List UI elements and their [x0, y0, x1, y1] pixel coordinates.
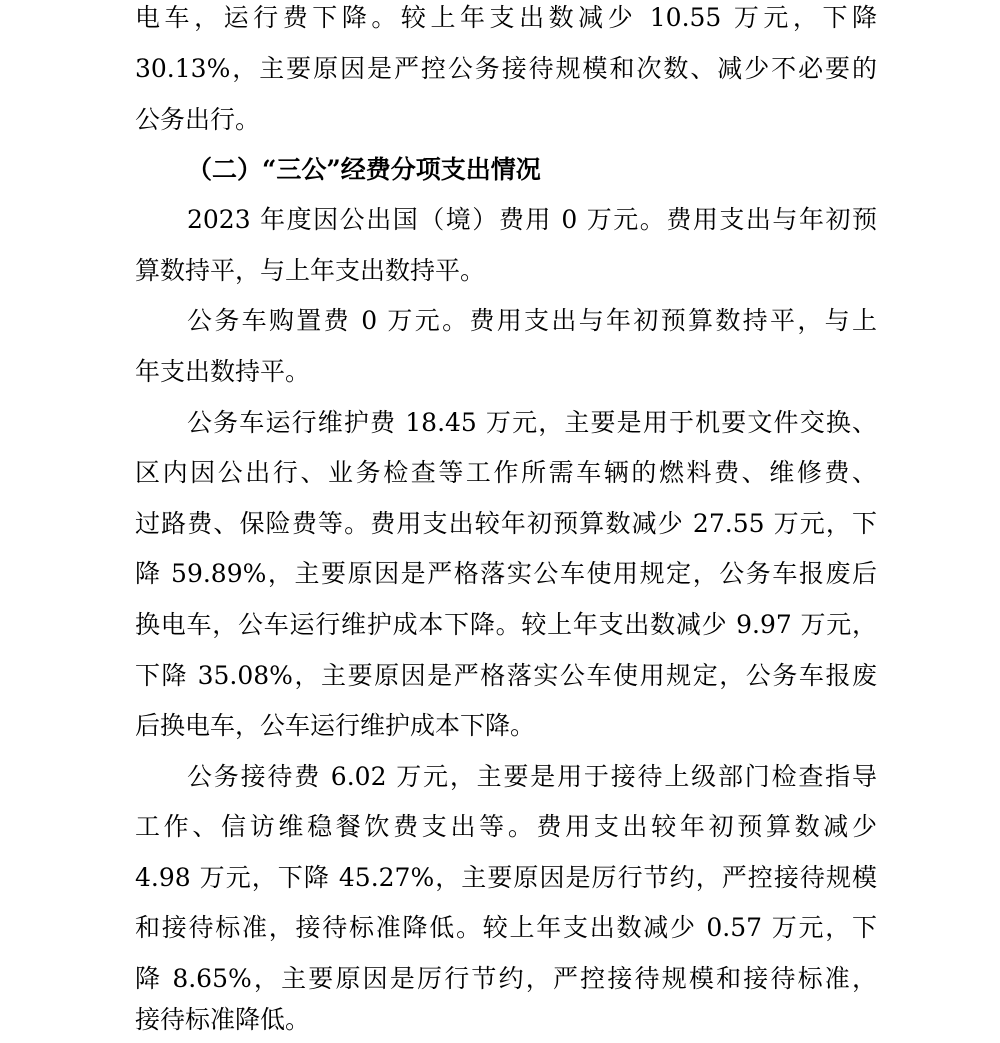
paragraph-line: 公务车购置费 0 万元。费用支出与年初预算数持平，与上 [187, 306, 877, 335]
paragraph-line: 算数持平，与上年支出数持平。 [135, 256, 486, 285]
paragraph-line: 电车，运行费下降。较上年支出数减少 10.55 万元，下降 [135, 3, 877, 32]
paragraph-line: 接待标准降低。 [135, 1005, 311, 1034]
paragraph-line: 公务出行。 [135, 105, 261, 134]
section-heading: （二）“三公”经费分项支出情况 [187, 155, 541, 184]
paragraph-line: 换电车，公车运行维护成本下降。较上年支出数减少 9.97 万元， [135, 610, 877, 639]
paragraph-line: 2023 年度因公出国（境）费用 0 万元。费用支出与年初预 [187, 205, 877, 234]
paragraph-line: 过路费、保险费等。费用支出较年初预算数减少 27.55 万元，下 [135, 509, 877, 538]
paragraph-line: 区内因公出行、业务检查等工作所需车辆的燃料费、维修费、 [135, 458, 877, 487]
paragraph-line: 降 59.89%，主要原因是严格落实公车使用规定，公务车报废后 [135, 559, 877, 588]
paragraph-line: 工作、信访维稳餐饮费支出等。费用支出较年初预算数减少 [135, 812, 877, 841]
paragraph-line: 和接待标准，接待标准降低。较上年支出数减少 0.57 万元，下 [135, 913, 877, 942]
paragraph-line: 公务车运行维护费 18.45 万元，主要是用于机要文件交换、 [187, 408, 877, 437]
paragraph-line: 后换电车，公车运行维护成本下降。 [135, 711, 536, 740]
paragraph-line: 公务接待费 6.02 万元，主要是用于接待上级部门检查指导 [187, 762, 877, 791]
paragraph-line: 4.98 万元，下降 45.27%，主要原因是厉行节约，严控接待规模 [135, 863, 877, 892]
paragraph-line: 30.13%，主要原因是严控公务接待规模和次数、减少不必要的 [135, 54, 877, 83]
paragraph-line: 下降 35.08%，主要原因是严格落实公车使用规定，公务车报废 [135, 661, 877, 690]
paragraph-line: 降 8.65%，主要原因是厉行节约，严控接待规模和接待标准， [135, 964, 877, 993]
paragraph-line: 年支出数持平。 [135, 357, 311, 386]
